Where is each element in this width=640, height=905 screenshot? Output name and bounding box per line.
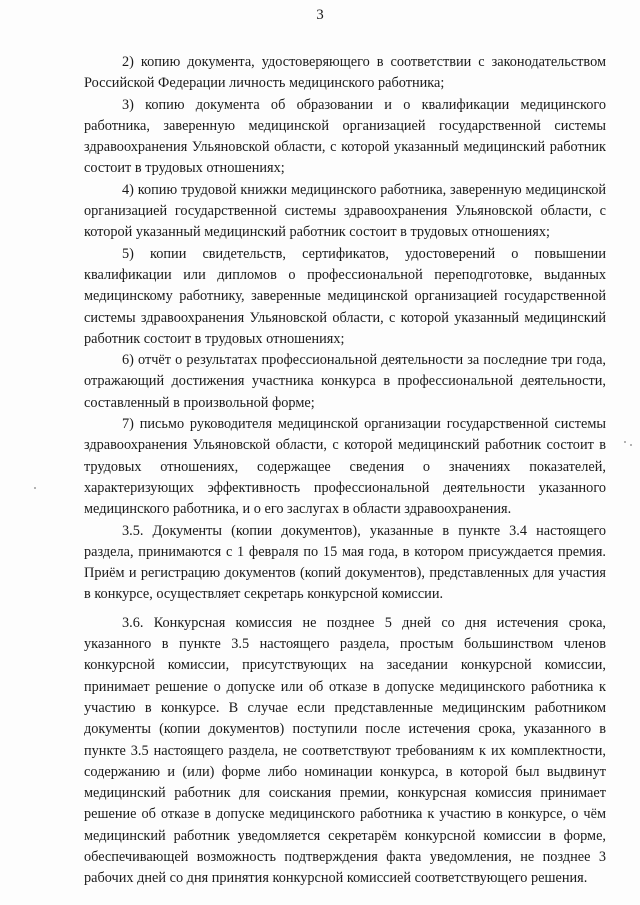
paragraph-item-6: 6) отчёт о результатах профессиональной деятельности за последние три года, отражающий достижения участника конкурса в профессиональной деятельности, составленный в произвольной форме; — [84, 352, 606, 411]
paragraph-3-6: 3.6. Конкурсная комиссия не позднее 5 дней со дня истечения срока, указанного в пункте 3.5 настоящего раздела, простым большинством членов конкурсной комиссии, присутствующих на заседании конкурсной комиссии, принимает решение о допуске или об отказе в допуске медицинского работника к участию в конкурсе. В случае если представленные медицинским работником документы (копии документов) поступили после истечения срока, указанного в пункте 3.5 настоящего раздела, не соответствуют требованиям к их комплектности, содержанию и (или) форме либо номинации конкурса, в которой был выдвинут медицинский работник для соискания премии, конкурсная комиссия принимает решение об отказе в допуске медицинского работника к участию в конкурсе, о чём медицинский работник уведомляется секретарём конкурсной комиссии в форме, обеспечивающей возможность подтверждения факта уведомления, не позднее 3 рабочих дней со дня принятия конкурсной комиссией соответствующего решения. — [84, 614, 606, 887]
paragraph-item-5: 5) копии свидетельств, сертификатов, удостоверений о повышении квалификации или дипломов о профессиональной переподготовке, выданных медицинскому работнику, заверенные медицинской организацией государственной системы здравоохранения Ульяновской области, с которой указанный медицинский работник состоит в трудовых отношениях; — [84, 245, 606, 347]
page-number: 3 — [316, 7, 324, 23]
scan-speck — [630, 444, 632, 446]
scan-speck — [34, 487, 36, 489]
paragraph-item-2: 2) копию документа, удостоверяющего в соответствии с законодательством Российской Федерации личность медицинского работника; — [84, 54, 606, 92]
paragraph-item-4: 4) копию трудовой книжки медицинского работника, заверенную медицинской организацией государственной системы здравоохранения Ульяновской области, с которой указанный медицинский работник состоит в трудовых отношениях; — [84, 181, 606, 241]
paragraph-item-3: 3) копию документа об образовании и о квалификации медицинского работника, заверенную медицинской организацией государственной системы здравоохранения Ульяновской области, с которой указанный медицинский работник состоит в трудовых отношениях; — [84, 96, 606, 177]
document-body — [84, 52, 606, 890]
paragraph-item-7: 7) письмо руководителя медицинской организации государственной системы здравоохранения Ульяновской области, с которой медицинский работник состоит в трудовых отношениях, содержащее сведения о значениях показателей, характеризующих эффективность профессиональной деятельности указанного медицинского работника, и о его заслугах в области здравоохранения. — [84, 416, 606, 518]
scan-speck — [624, 441, 626, 443]
paragraph-3-5: 3.5. Документы (копии документов), указанные в пункте 3.4 настоящего раздела, принимаются с 1 февраля по 15 мая года, в котором присуждается премия. Приём и регистрацию документов (копий документов), представленных для участия в конкурсе, осуществляет секретарь конкурсной комиссии. — [84, 522, 606, 603]
